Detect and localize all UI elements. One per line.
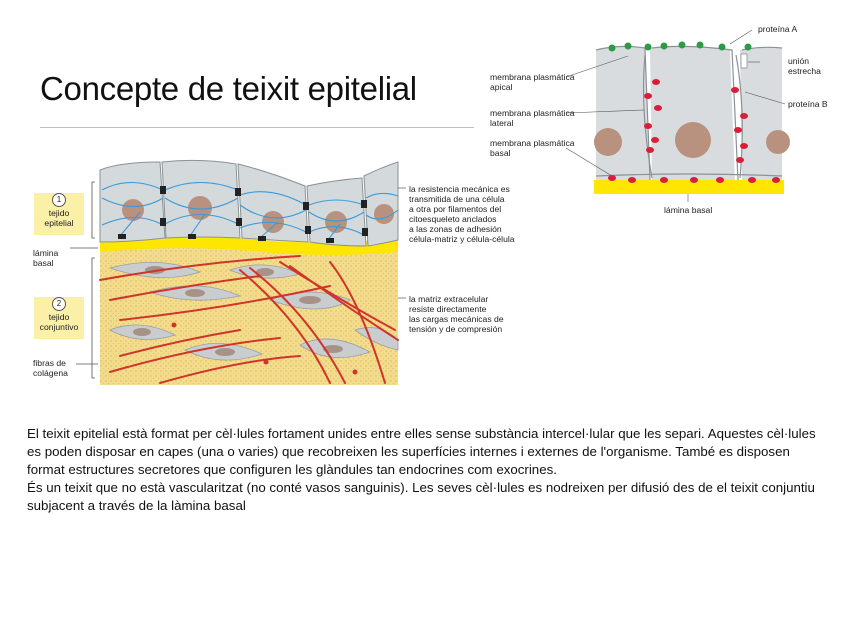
note-bottom-line: la matriz extracelular — [409, 294, 489, 304]
leader-lines — [398, 188, 406, 298]
note-top-line: transmitida de una célula — [409, 194, 505, 204]
note-top-line: citoesqueleto anclados — [409, 214, 497, 224]
label-tight-junction — [788, 56, 821, 76]
label-protein-b: proteína B — [788, 99, 828, 109]
note-extracellular-matrix — [409, 294, 504, 334]
paragraph-1: El teixit epitelial està format per cèl·lules fortament unides entre elles sense substància intercel·lular que les separi. Aquestes cèl·lules es poden disposar en capes (una o varies) que recobreixen les superfícies internes i externes de l'organisme. També es disposen format estructures secretores que configuren les glàndules tan endocrines com exocrines. — [27, 426, 816, 477]
note-top-line: a otra por filamentos del — [409, 204, 502, 214]
label-lamina-line2: basal — [33, 258, 54, 268]
label-lamina-basal-right: lámina basal — [664, 205, 713, 215]
label-epithelial-line1: tejido — [48, 208, 70, 218]
label-lateral-membrane — [490, 108, 575, 128]
label-epithelial-line2: epitelial — [44, 218, 74, 228]
note-bottom-line: tensión y de compresión — [409, 324, 503, 334]
label-number-1: 1 — [52, 193, 66, 207]
label-lateral-line2: lateral — [490, 118, 514, 128]
membrane-figure — [566, 30, 790, 202]
note-mechanical-resistance — [409, 184, 515, 244]
label-basal-membrane — [490, 138, 575, 158]
label-apical-membrane — [490, 72, 575, 92]
label-lamina-basal — [33, 248, 58, 268]
label-number-2: 2 — [52, 297, 66, 311]
label-epithelial — [34, 193, 84, 235]
note-bottom-line: las cargas mecánicas de — [409, 314, 504, 324]
label-connective-line2: conjuntivo — [39, 322, 79, 332]
note-top-line: a las zonas de adhesión — [409, 224, 502, 234]
label-fibras-line2: colágena — [33, 368, 68, 378]
note-top-line: la resistencia mecánica es — [409, 184, 510, 194]
label-basal-line2: basal — [490, 148, 511, 158]
label-fibras-line1: fibras de — [33, 358, 66, 368]
label-connective — [34, 297, 84, 339]
label-protein-a: proteína A — [758, 24, 798, 34]
label-tight-line2: estrecha — [788, 66, 821, 76]
note-bottom-line: resiste directamente — [409, 304, 487, 314]
label-collagen-fibers — [33, 358, 68, 378]
label-tight-line1: unión — [788, 56, 810, 66]
label-connective-line1: tejido — [48, 312, 70, 322]
label-lateral-line1: membrana plasmática — [490, 108, 575, 118]
paragraph-2: És un teixit que no està vascularitzat (no conté vasos sanguinis). Les seves cèl·lules es nodreixen per difusió des de el teixit conjuntiu subjacent a través de la làmina basal — [27, 480, 815, 513]
epithelial-cells — [100, 160, 398, 246]
note-top-line: célula-matriz y célula-célula — [409, 234, 515, 244]
label-apical-line1: membrana plasmática — [490, 72, 575, 82]
body-text — [27, 425, 827, 515]
slide-title: Concepte de teixit epitelial — [40, 70, 417, 107]
label-lamina-line1: lámina — [33, 248, 59, 258]
label-basal-line1: membrana plasmática — [490, 138, 575, 148]
label-apical-line2: apical — [490, 82, 513, 92]
